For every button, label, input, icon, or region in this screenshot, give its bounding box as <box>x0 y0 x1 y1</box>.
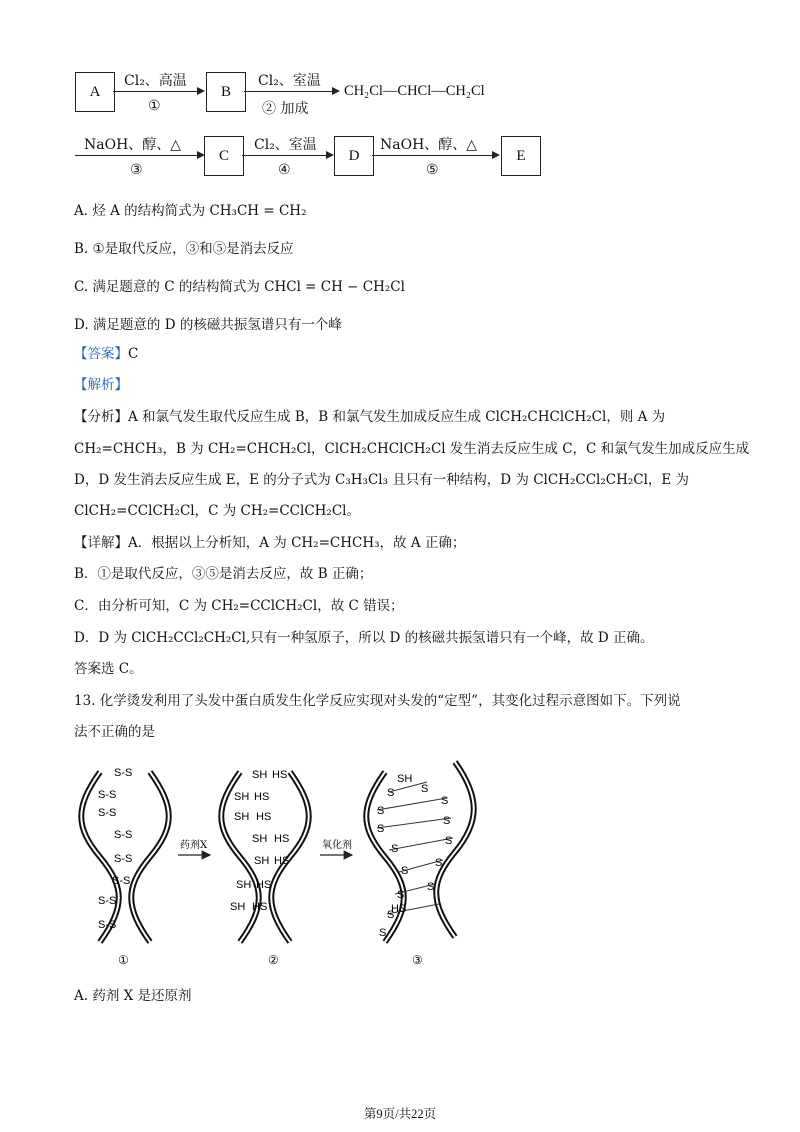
helix-3-bond-line <box>377 818 451 828</box>
helix-2-hs: HS <box>274 855 290 867</box>
helix-2-hs: HS <box>256 811 272 823</box>
answer-value: C <box>128 346 139 362</box>
helix-3-bond-line <box>389 838 453 850</box>
detail-line-4: D．D 为 ClCH₂CCl₂CH₂Cl,只有一种氢原子，所以 D 的核磁共振氢谱只有一个峰，故 D 正确。 <box>74 630 654 646</box>
option-d: D. 满足题意的 D 的核磁共振氢谱只有一个峰 <box>74 317 342 333</box>
helix-2-sh: SH <box>236 879 252 891</box>
helix-3-s-right: S <box>435 857 443 869</box>
helix-2-hs: HS <box>254 791 270 803</box>
arrow5-condition: NaOH、醇、△ <box>380 137 478 153</box>
question-13-line-1: 13. 化学烫发利用了头发中蛋白质发生化学反应实现对头发的“定型”，其变化过程示意图如下。下列说 <box>74 693 681 709</box>
helix-3-s-left: S <box>387 909 395 921</box>
analysis-line-4: ClCH₂=CClCH₂Cl，C 为 CH₂=CClCH₂Cl。 <box>74 503 360 519</box>
helix-1-bond: S-S <box>114 853 133 865</box>
arrow-head-1 <box>197 87 205 95</box>
analysis-line-3: D，D 发生消去反应生成 E，E 的分子式为 C₃H₃Cl₃ 且只有一种结构，D 为 ClCH₂CCl₂CH₂Cl，E 为 <box>74 472 690 488</box>
oxidant-label: 氧化剂 <box>322 840 352 851</box>
helix-1-bond: S-S <box>114 829 133 841</box>
compound-box-b: B <box>206 72 246 112</box>
arrow5-step: ⑤ <box>426 162 439 178</box>
hair-perm-diagram <box>70 752 490 972</box>
helix-1-bond: S-S <box>112 875 131 887</box>
helix-3-s-left: S <box>397 889 405 901</box>
option-b: B. ①是取代反应，③和⑤是消去反应 <box>74 241 294 257</box>
compound-box-a: A <box>75 72 115 112</box>
reagent-x-label: 药剂X <box>180 840 208 851</box>
arrow2-step: ② 加成 <box>262 101 309 117</box>
helix-3-s-right: S <box>427 881 435 893</box>
helix-2-hs: HS <box>274 833 290 845</box>
helix-3-s-right: HS <box>391 903 407 915</box>
analysis-label: 【解析】 <box>74 377 128 393</box>
helix-3-s-left: S <box>379 927 387 939</box>
reaction-arrow-5 <box>372 155 492 156</box>
figure-label-1: ① <box>118 953 129 967</box>
reaction-arrow-2 <box>244 91 332 92</box>
reaction-arrow-3 <box>75 155 197 156</box>
figure-label-2: ② <box>268 953 279 967</box>
helix-3-s-left: S <box>401 865 409 877</box>
detail-text-1: A．根据以上分析知，A 为 CH₂=CHCH₃，故 A 正确； <box>128 535 466 551</box>
helix-2-sh: SH <box>254 855 270 867</box>
helix-3-s-left: S <box>377 805 385 817</box>
arrow-head-2 <box>332 87 340 95</box>
helix-2-hs: HS <box>256 879 272 891</box>
helix-1-bond: S-S <box>98 895 117 907</box>
question-13-line-2: 法不正确的是 <box>74 724 155 740</box>
helix-3-s-right: SH <box>397 773 413 785</box>
detail-line-3: C．由分析可知，C 为 CH₂=CClCH₂Cl，故 C 错误； <box>74 598 404 614</box>
helix-2-sh: SH <box>230 901 246 913</box>
detail-line-5: 答案选 C。 <box>74 661 143 677</box>
helix-2-sh: SH <box>234 811 250 823</box>
compound-box-c: C <box>204 136 244 176</box>
arrow1-step: ① <box>148 98 161 114</box>
arrow-head-4 <box>326 151 334 159</box>
arrow2-condition: Cl₂、室温 <box>258 73 321 89</box>
helix-1-bonds <box>98 767 132 931</box>
helix-3-s-left: S <box>377 823 385 835</box>
compound-box-e: E <box>501 136 541 176</box>
helix-3-s-right: S <box>441 795 449 807</box>
reaction-arrow-1 <box>113 91 197 92</box>
detail-line-2: B．①是取代反应，③⑤是消去反应，故 B 正确； <box>74 566 373 582</box>
detail-line-1 <box>74 531 465 551</box>
helix-3-bond-line <box>377 798 447 810</box>
helix-2-sh: SH <box>252 769 268 781</box>
analysis-text-1: A 和氯气发生取代反应生成 B，B 和氯气发生加成反应生成 ClCH₂CHClCH₂Cl，则 A 为 <box>128 409 666 425</box>
arrow4-condition: Cl₂、室温 <box>254 137 317 153</box>
helix-1-bond: S-S <box>114 767 133 779</box>
question-13-option-a: A. 药剂 X 是还原剂 <box>74 988 192 1004</box>
arrow4-step: ④ <box>278 162 291 178</box>
option-c: C. 满足题意的 C 的结构简式为 CHCl = CH − CH₂Cl <box>74 279 405 295</box>
helix-1-bond: S-S <box>98 789 117 801</box>
arrow1-condition: Cl₂、高温 <box>124 73 187 89</box>
product-formula: CH₂Cl—CHCl—CH₂Cl <box>344 83 485 99</box>
reaction-arrow-4 <box>242 155 326 156</box>
helix-3-s-left: S <box>391 843 399 855</box>
helix-3 <box>366 762 474 942</box>
arrow3-condition: NaOH、醇、△ <box>84 137 182 153</box>
analysis-line-2: CH₂=CHCH₃，B 为 CH₂=CHCH₂Cl，ClCH₂CHClCH₂Cl 发生消去反应生成 C，C 和氯气发生加成反应生成 <box>74 441 750 457</box>
helix-3-s-right: S <box>445 835 453 847</box>
helix-3-s-right: S <box>443 815 451 827</box>
analysis-tag: 【分析】 <box>74 409 128 425</box>
page-footer: 第9页/共22页 <box>363 1107 437 1121</box>
figure-label-3: ③ <box>412 953 423 967</box>
answer-line <box>74 342 138 362</box>
helix-1-bond: S-S <box>98 807 117 819</box>
analysis-line-1 <box>74 405 665 425</box>
helix-2-sh: SH <box>234 791 250 803</box>
detail-tag: 【详解】 <box>74 535 128 551</box>
helix-2-hs: HS <box>272 769 288 781</box>
helix-1-bond: S-S <box>98 919 117 931</box>
arrow-head-5 <box>492 151 500 159</box>
answer-label: 【答案】 <box>74 346 128 362</box>
helix-2-sh: SH <box>252 833 268 845</box>
helix-3-s-left: S <box>387 787 395 799</box>
helix-2-hs: HS <box>252 901 268 913</box>
helix-3-s-right: S <box>421 783 429 795</box>
compound-box-d: D <box>334 136 374 176</box>
option-a: A. 烃 A 的结构简式为 CH₃CH = CH₂ <box>74 203 307 219</box>
arrow3-step: ③ <box>130 162 143 178</box>
